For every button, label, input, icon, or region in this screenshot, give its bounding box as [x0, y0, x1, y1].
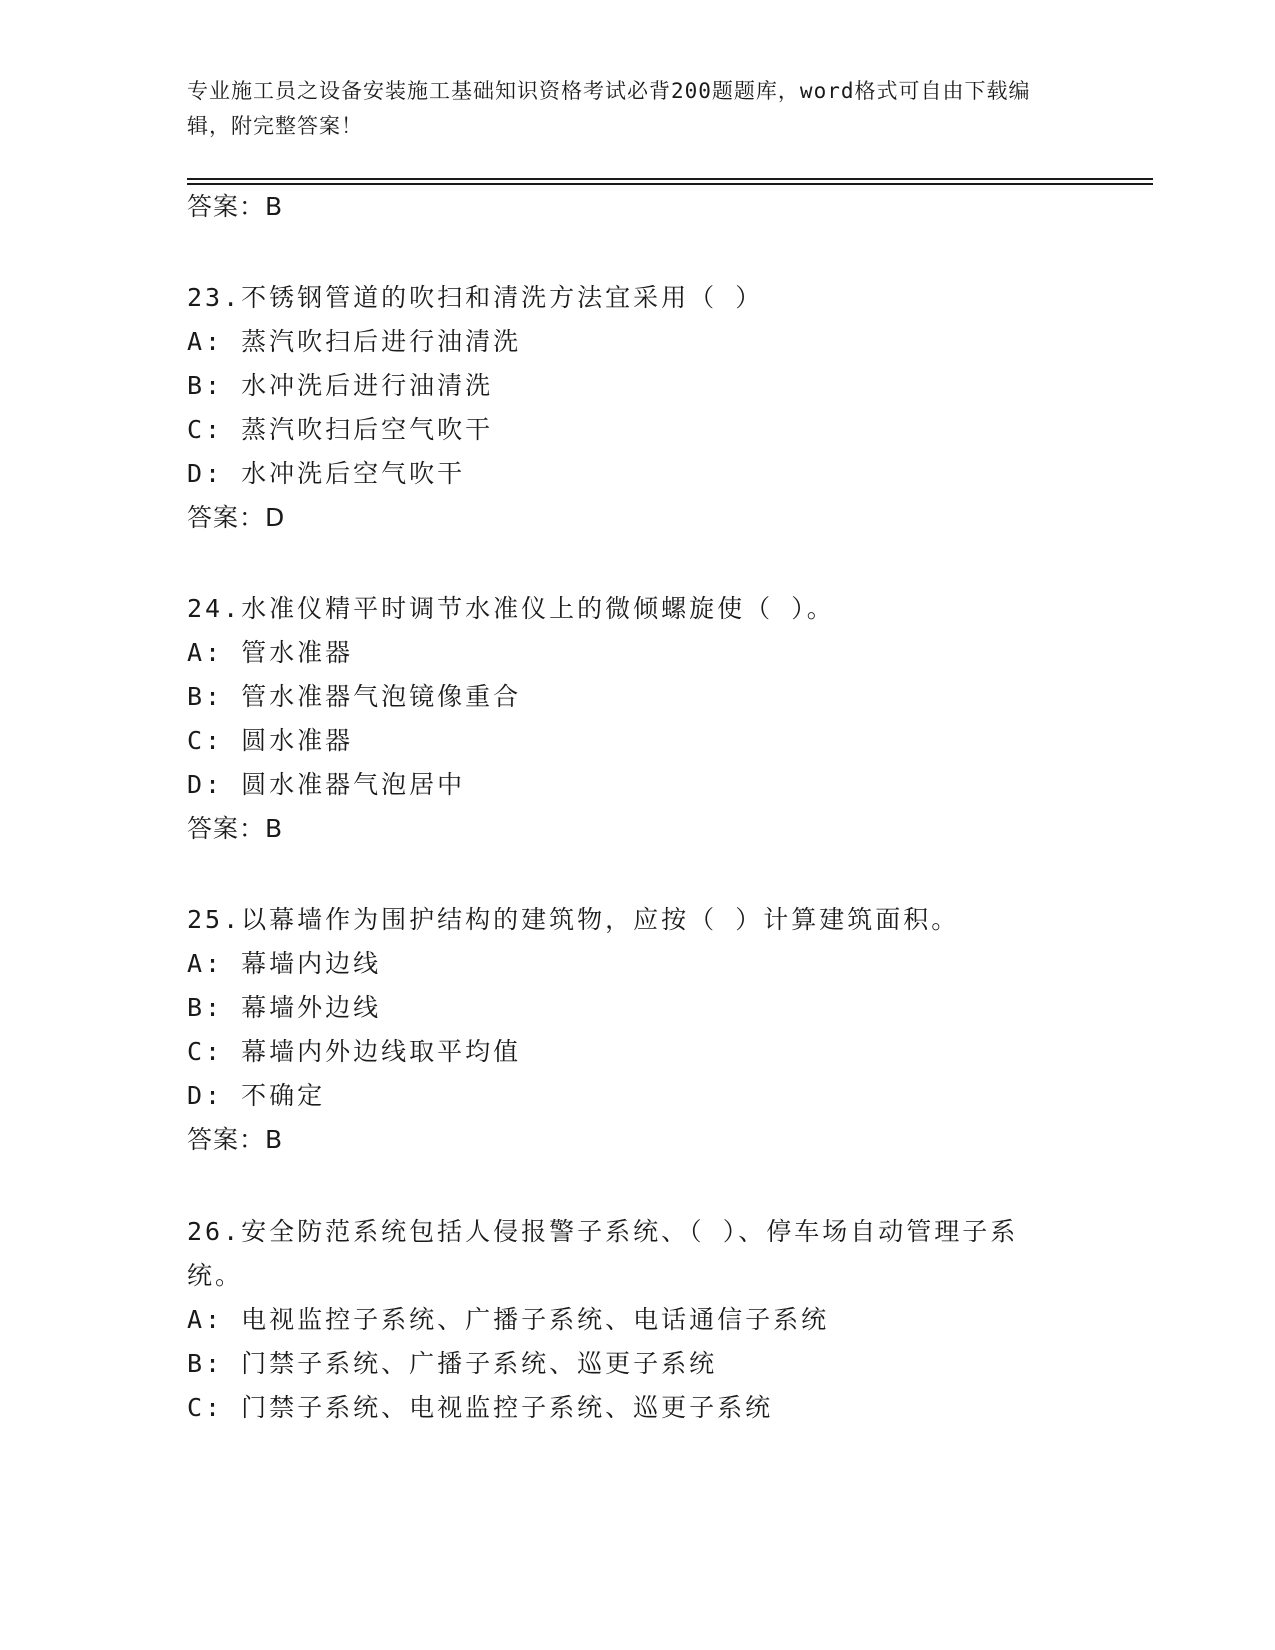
option-a: A: 电视监控子系统、广播子系统、电话通信子系统 [187, 1305, 830, 1334]
answer-24: 答案：B [187, 814, 284, 843]
answer-23: 答案：D [187, 503, 286, 532]
question-stem: 23.不锈钢管道的吹扫和清洗方法宜采用（ ） [187, 283, 764, 312]
option-a: A: 蒸汽吹扫后进行油清洗 [187, 327, 522, 356]
answer-22: 答案：B [187, 192, 284, 221]
header-divider-bottom [187, 183, 1153, 185]
option-d: D: 不确定 [187, 1081, 326, 1110]
question-stem-line-1: 26.安全防范系统包括人侵报警子系统、（ ）、停车场自动管理子系 [187, 1217, 1019, 1246]
answer-25: 答案：B [187, 1125, 284, 1154]
option-d: D: 圆水准器气泡居中 [187, 770, 466, 799]
question-stem: 24.水准仪精平时调节水准仪上的微倾螺旋使（ ）。 [187, 594, 835, 623]
question-stem-line-2: 统。 [187, 1261, 244, 1290]
option-b: B: 水冲洗后进行油清洗 [187, 371, 494, 400]
option-b: B: 幕墙外边线 [187, 993, 382, 1022]
question-stem: 25.以幕墙作为围护结构的建筑物，应按（ ）计算建筑面积。 [187, 905, 960, 934]
document-header: 专业施工员之设备安装施工基础知识资格考试必背200题题库，word格式可自由下载编辑，附完整答案！ [187, 79, 1031, 138]
option-a: A: 幕墙内边线 [187, 949, 382, 978]
option-a: A: 管水准器 [187, 638, 354, 667]
option-c: C: 蒸汽吹扫后空气吹干 [187, 415, 494, 444]
option-c: C: 门禁子系统、电视监控子系统、巡更子系统 [187, 1393, 774, 1422]
header-divider-top [187, 178, 1153, 180]
option-c: C: 幕墙内外边线取平均值 [187, 1037, 522, 1066]
option-b: B: 门禁子系统、广播子系统、巡更子系统 [187, 1349, 718, 1378]
option-c: C: 圆水准器 [187, 726, 354, 755]
option-b: B: 管水准器气泡镜像重合 [187, 682, 522, 711]
option-d: D: 水冲洗后空气吹干 [187, 459, 466, 488]
